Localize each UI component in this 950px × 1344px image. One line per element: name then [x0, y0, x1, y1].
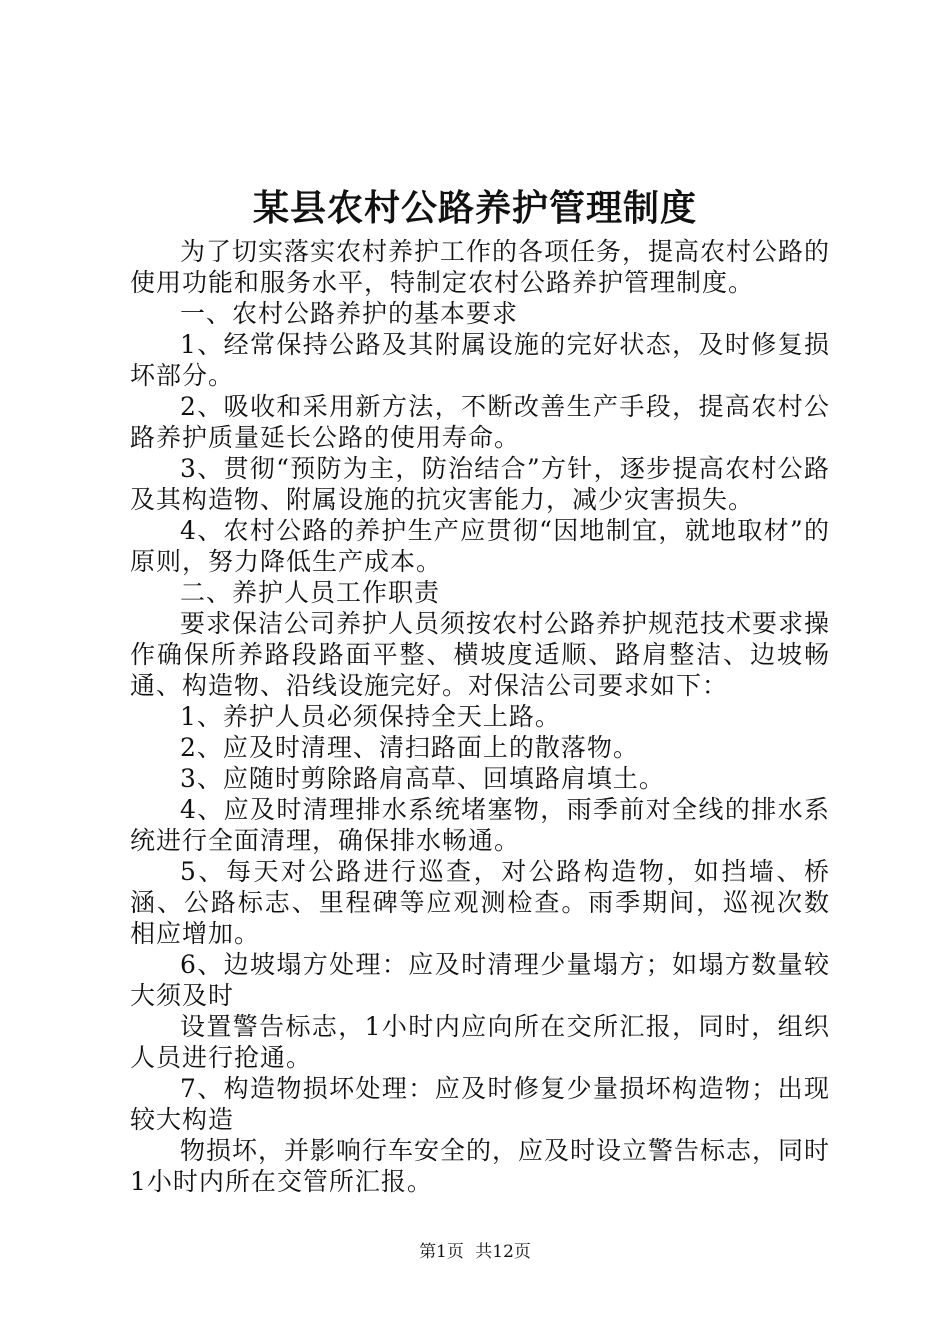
paragraph-requirements: 要求保洁公司养护人员须按农村公路养护规范技术要求操作确保所养路段路面平整、横坡度适顺、路肩整洁、边坡畅通、构造物、沿线设施完好。对保洁公司要求如下： [130, 609, 831, 700]
list-item: 2、应及时清理、清扫路面上的散落物。 [180, 733, 639, 762]
list-item: 4、农村公路的养护生产应贯彻“因地制宜，就地取材”的原则，努力降低生产成本。 [130, 516, 830, 576]
document-title: 某县农村公路养护管理制度 [252, 187, 697, 229]
list-item-continuation: 物损坏，并影响行车安全的，应及时设立警告标志，同时1小时内所在交管所汇报。 [130, 1136, 831, 1196]
page-number: 第1页 [419, 1242, 464, 1262]
list-item: 1、养护人员必须保持全天上路。 [180, 702, 561, 731]
list-item: 6、边坡塌方处理：应及时清理少量塌方；如塌方数量较大须及时 [130, 950, 830, 1010]
list-item: 3、应随时剪除路肩高草、回填路肩填土。 [180, 764, 665, 793]
section-heading-2: 二、养护人员工作职责 [180, 578, 441, 607]
list-item: 2、吸收和采用新方法，不断改善生产手段，提高农村公路养护质量延长公路的使用寿命。 [130, 392, 830, 452]
document-body [130, 236, 830, 1197]
list-item: 4、应及时清理排水系统堵塞物，雨季前对全线的排水系统进行全面清理，确保排水畅通。 [130, 795, 830, 855]
page-footer [0, 1240, 950, 1264]
list-item: 1、经常保持公路及其附属设施的完好状态，及时修复损坏部分。 [130, 330, 830, 390]
list-item-continuation: 设置警告标志，1小时内应向所在交所汇报，同时，组织人员进行抢通。 [130, 1012, 830, 1072]
list-item: 5、每天对公路进行巡查，对公路构造物，如挡墙、桥涵、公路标志、里程碑等应观测检查。雨季期间，巡视次数相应增加。 [130, 857, 830, 948]
paragraph-intro: 为了切实落实农村养护工作的各项任务，提高农村公路的使用功能和服务水平，特制定农村公路养护管理制度。 [130, 237, 831, 297]
list-item: 3、贯彻“预防为主，防治结合”方针，逐步提高农村公路及其构造物、附属设施的抗灾害能力，减少灾害损失。 [130, 454, 830, 514]
list-item: 7、构造物损坏处理：应及时修复少量损坏构造物；出现较大构造 [130, 1074, 830, 1134]
section-heading-1: 一、农村公路养护的基本要求 [180, 299, 519, 328]
page-total: 共12页 [475, 1242, 531, 1262]
